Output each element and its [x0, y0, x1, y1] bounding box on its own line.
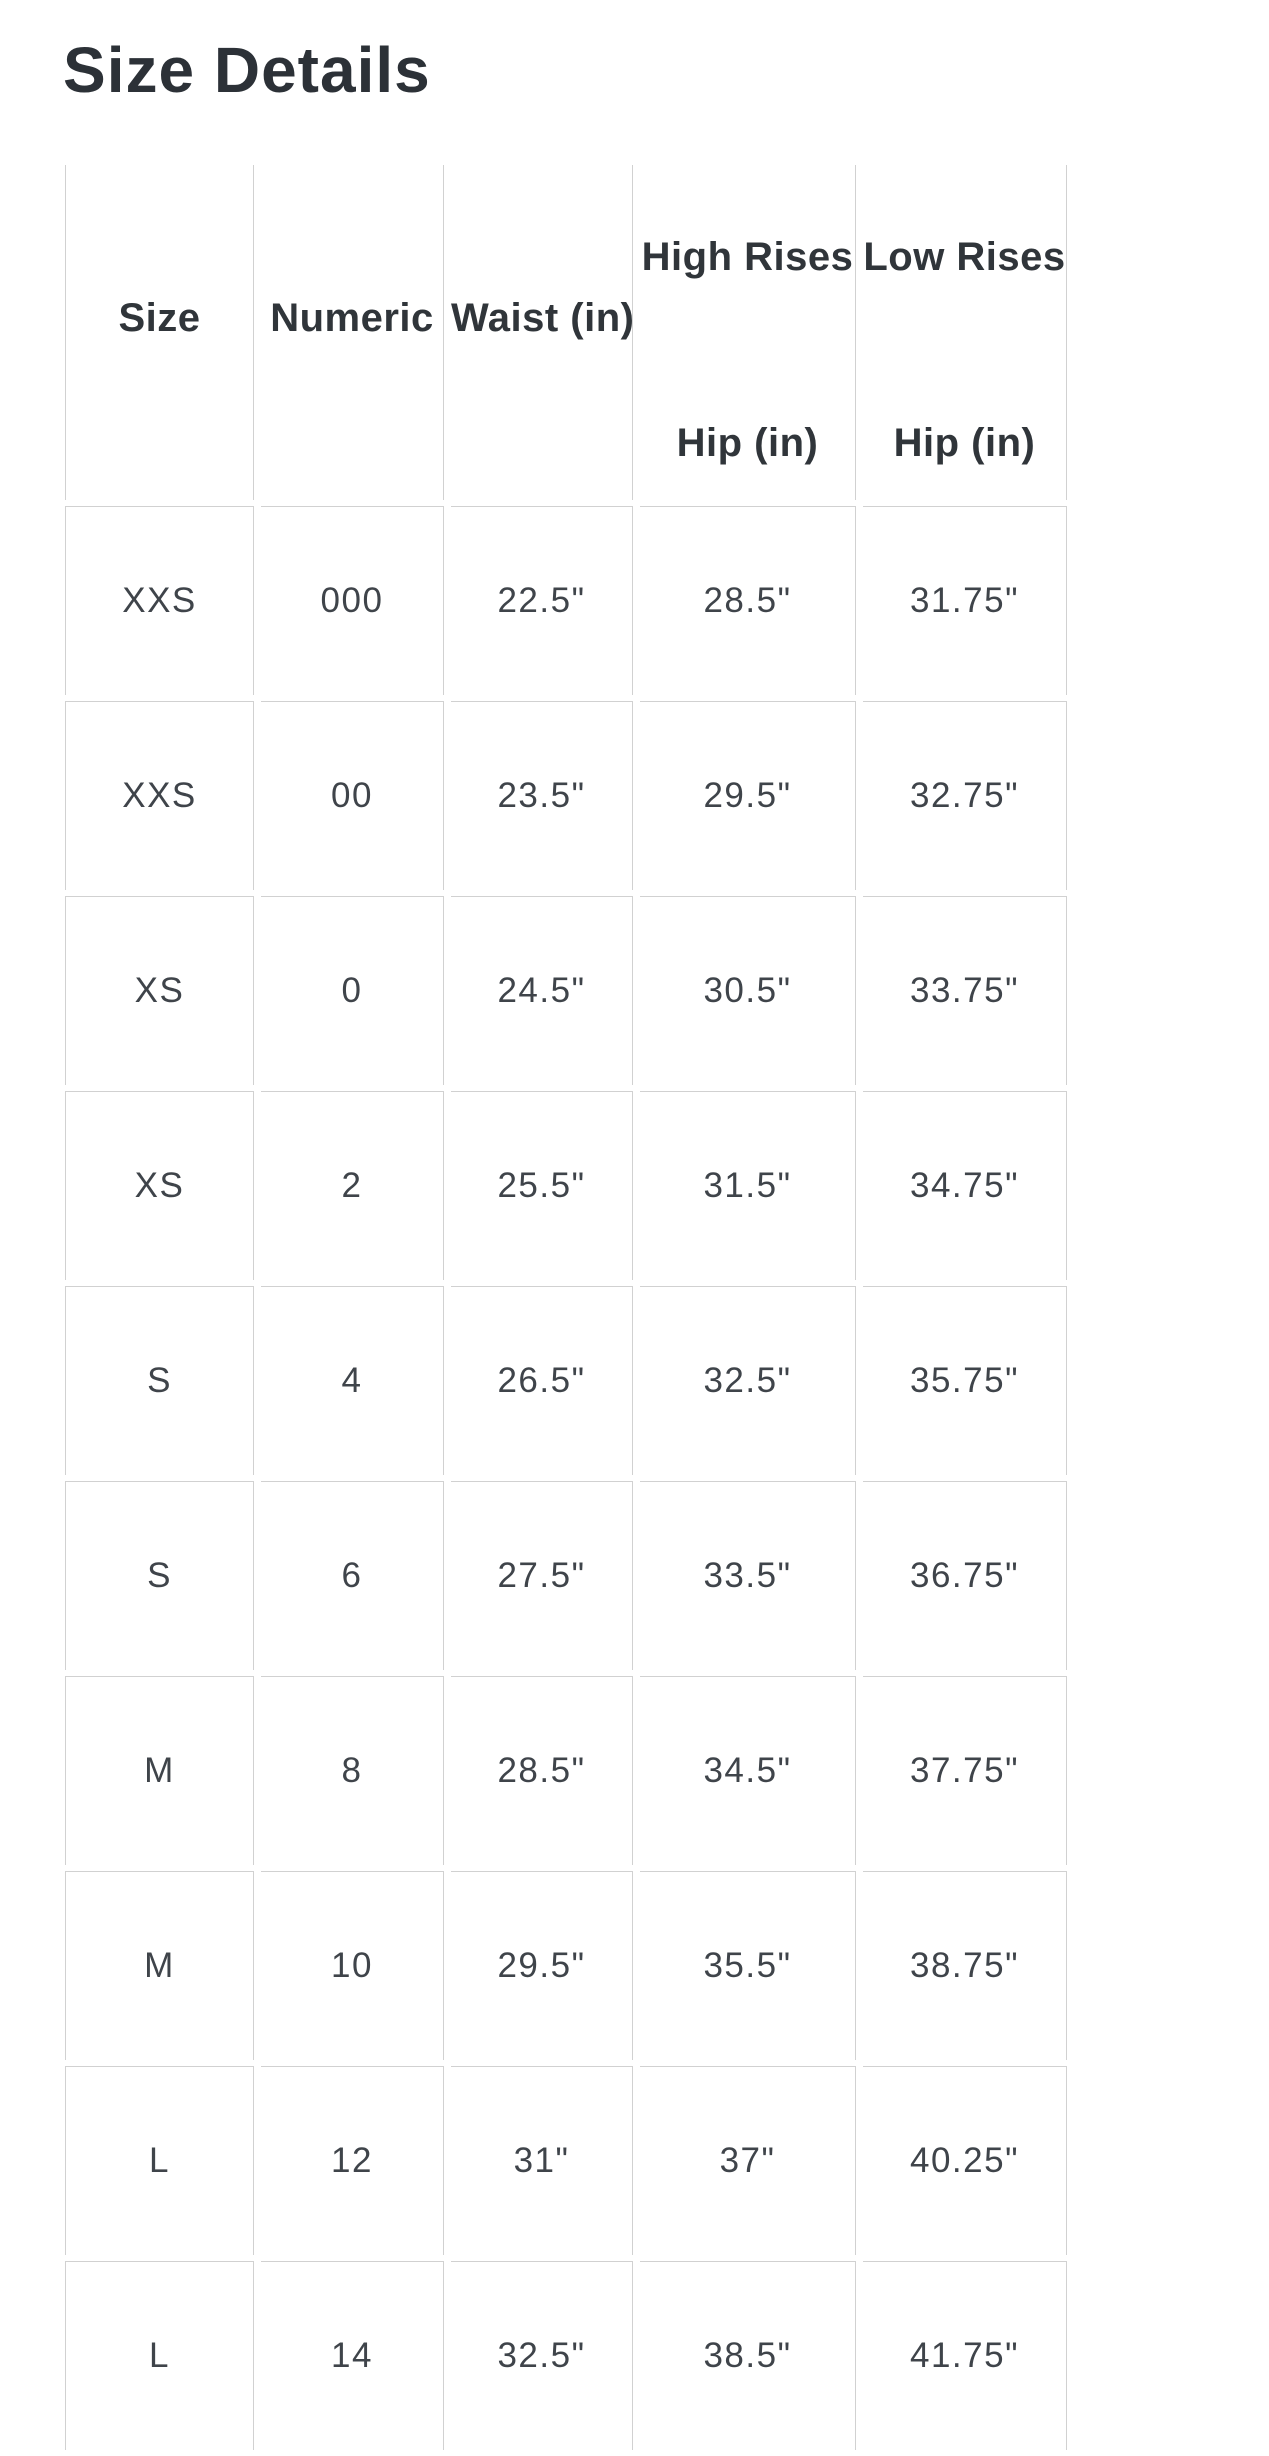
table-cell: 000	[261, 506, 444, 695]
table-cell: 14	[261, 2261, 444, 2450]
table-row	[65, 1871, 1067, 2060]
table-row	[65, 1676, 1067, 1865]
table-cell: 38.75"	[863, 1871, 1067, 2060]
column-label: Numeric	[270, 296, 434, 340]
column-header-low-rises	[863, 165, 1067, 500]
table-cell: 26.5"	[451, 1286, 633, 1475]
table-cell: 36.75"	[863, 1481, 1067, 1670]
table-cell: XS	[65, 1091, 254, 1280]
table-row	[65, 1091, 1067, 1280]
table-cell: L	[65, 2261, 254, 2450]
table-cell: 12	[261, 2066, 444, 2255]
table-cell: 6	[261, 1481, 444, 1670]
table-cell: 28.5"	[451, 1676, 633, 1865]
column-header-waist-in	[451, 165, 633, 500]
table-cell: 29.5"	[451, 1871, 633, 2060]
table-cell: 31"	[451, 2066, 633, 2255]
table-cell: XXS	[65, 506, 254, 695]
table-cell: S	[65, 1481, 254, 1670]
table-cell: 40.25"	[863, 2066, 1067, 2255]
column-sublabel: Hip (in)	[676, 421, 819, 465]
table-cell: 24.5"	[451, 896, 633, 1085]
table-cell: 22.5"	[451, 506, 633, 695]
table-cell: 10	[261, 1871, 444, 2060]
column-label: Low Rises	[863, 235, 1066, 279]
table-cell: S	[65, 1286, 254, 1475]
table-cell: 41.75"	[863, 2261, 1067, 2450]
table-cell: 34.5"	[640, 1676, 856, 1865]
table-row	[65, 506, 1067, 695]
table-row	[65, 1481, 1067, 1670]
table-cell: 8	[261, 1676, 444, 1865]
table-cell: 38.5"	[640, 2261, 856, 2450]
table-cell: 37"	[640, 2066, 856, 2255]
table-cell: 27.5"	[451, 1481, 633, 1670]
table-row	[65, 2261, 1067, 2450]
table-cell: 30.5"	[640, 896, 856, 1085]
table-cell: L	[65, 2066, 254, 2255]
column-header-high-rises	[640, 165, 856, 500]
page-title: Size Details	[63, 34, 431, 106]
table-cell: M	[65, 1676, 254, 1865]
table-row	[65, 2066, 1067, 2255]
column-label: Waist (in)	[451, 296, 635, 340]
table-cell: XS	[65, 896, 254, 1085]
table-cell: 25.5"	[451, 1091, 633, 1280]
table-row	[65, 1286, 1067, 1475]
table-cell: 00	[261, 701, 444, 890]
size-details-table	[58, 159, 1074, 2456]
table-cell: 31.75"	[863, 506, 1067, 695]
table-cell: 37.75"	[863, 1676, 1067, 1865]
table-cell: 28.5"	[640, 506, 856, 695]
table-cell: 29.5"	[640, 701, 856, 890]
column-header-size	[65, 165, 254, 500]
table-cell: 0	[261, 896, 444, 1085]
table-cell: 34.75"	[863, 1091, 1067, 1280]
table-cell: 31.5"	[640, 1091, 856, 1280]
size-table-container	[58, 159, 1074, 2456]
table-cell: 23.5"	[451, 701, 633, 890]
table-cell: 4	[261, 1286, 444, 1475]
column-header-numeric	[261, 165, 444, 500]
column-sublabel: Hip (in)	[893, 421, 1036, 465]
column-label: Size	[118, 296, 201, 340]
table-cell: 35.5"	[640, 1871, 856, 2060]
table-row	[65, 701, 1067, 890]
table-row	[65, 896, 1067, 1085]
table-cell: 32.5"	[640, 1286, 856, 1475]
table-cell: 32.75"	[863, 701, 1067, 890]
table-cell: 32.5"	[451, 2261, 633, 2450]
table-cell: 33.5"	[640, 1481, 856, 1670]
table-cell: 2	[261, 1091, 444, 1280]
column-label: High Rises	[641, 235, 854, 279]
table-cell: XXS	[65, 701, 254, 890]
table-cell: 35.75"	[863, 1286, 1067, 1475]
table-header-row	[65, 165, 1067, 500]
table-cell: M	[65, 1871, 254, 2060]
table-cell: 33.75"	[863, 896, 1067, 1085]
